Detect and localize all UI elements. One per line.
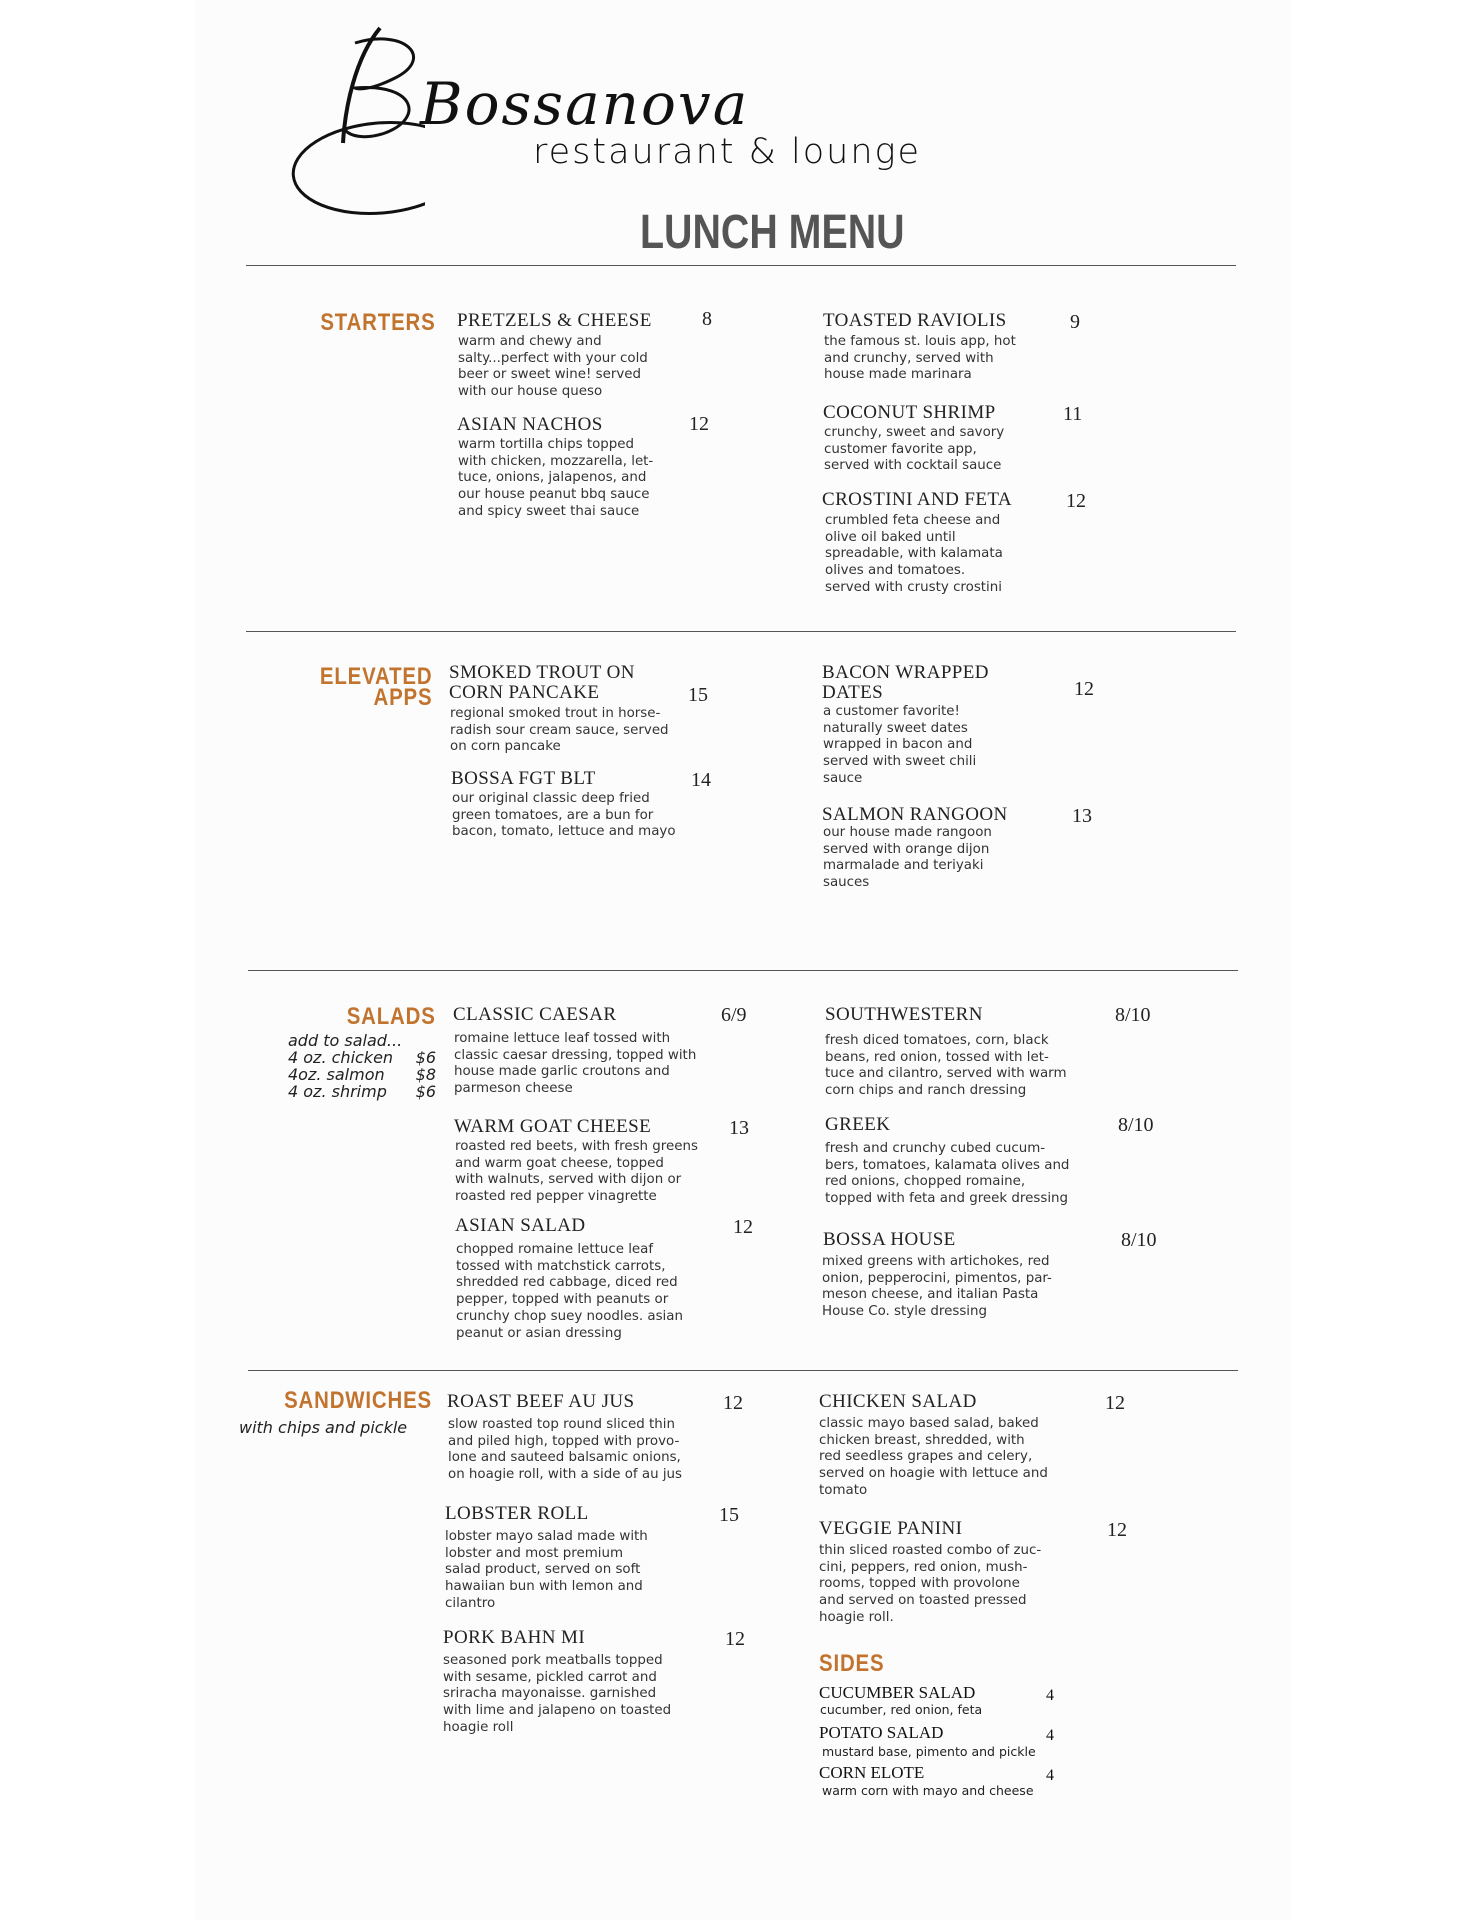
- item-name: VEGGIE PANINI: [819, 1518, 963, 1539]
- addon-title: add to salad...: [288, 1031, 403, 1050]
- item-description: warm and chewy and salty...perfect with your cold beer or sweet wine! served with our house queso: [458, 334, 648, 400]
- item-description: seasoned pork meatballs topped with sesame, pickled carrot and sriracha mayonaisse. garnished with lime and jalapeno on toasted hoagie roll: [443, 1653, 672, 1735]
- side-price: 4: [1046, 1727, 1054, 1744]
- item-price: 12: [1105, 1392, 1125, 1414]
- item-price: 9: [1070, 311, 1080, 333]
- addon-row: [288, 1049, 436, 1066]
- item-description: a customer favorite! naturally sweet dates wrapped in bacon and served with sweet chili sauce: [823, 704, 977, 786]
- side-description: cucumber, red onion, feta: [820, 1702, 983, 1717]
- item-price: 12: [1107, 1519, 1127, 1541]
- item-description: the famous st. louis app, hot and crunchy, served with house made marinara: [824, 334, 1016, 383]
- item-description: our house made rangoon served with orange dijon marmalade and teriyaki sauces: [823, 825, 992, 891]
- item-description: slow roasted top round sliced thin and piled high, topped with provo- lone and sauteed balsamic onions, on hoagie roll, with a side of au jus: [448, 1417, 683, 1483]
- item-name: COCONUT SHRIMP: [823, 402, 996, 423]
- divider: [248, 1370, 1238, 1371]
- item-name: [822, 663, 989, 703]
- item-description: crunchy, sweet and savory customer favorite app, served with cocktail sauce: [824, 425, 1005, 474]
- logo-subtitle: restaurant & lounge: [533, 132, 922, 172]
- item-name: WARM GOAT CHEESE: [454, 1116, 652, 1137]
- addon-row: [288, 1066, 436, 1083]
- section-sides-label: SIDES: [819, 1650, 885, 1677]
- item-description: classic mayo based salad, baked chicken breast, shredded, with red seedless grapes and celery, served on hoagie with lettuce and tomato: [819, 1416, 1048, 1498]
- divider: [248, 970, 1238, 971]
- item-name: ASIAN NACHOS: [457, 414, 603, 435]
- section-elevated-apps-label: [319, 663, 432, 711]
- side-price: 4: [1046, 1767, 1054, 1784]
- item-name: TOASTED RAVIOLIS: [823, 310, 1007, 331]
- item-price: 13: [729, 1117, 749, 1139]
- item-name-line: SMOKED TROUT ON: [449, 662, 635, 683]
- item-name: BOSSA HOUSE: [823, 1229, 956, 1250]
- logo-name: Bossanova: [420, 70, 750, 138]
- item-name: SOUTHWESTERN: [825, 1004, 983, 1025]
- item-description: warm tortilla chips topped with chicken, mozzarella, let- tuce, onions, jalapenos, and our house peanut bbq sauce and spicy sweet thai sauce: [458, 437, 654, 519]
- item-description: thin sliced roasted combo of zuc- cini, peppers, red onion, mush- rooms, topped with provolone and served on toasted pressed hoagie roll.: [819, 1543, 1042, 1625]
- item-description: crumbled feta cheese and olive oil baked until spreadable, with kalamata olives and tomatoes. served with crusty crostini: [825, 513, 1003, 595]
- item-description: lobster mayo salad made with lobster and most premium salad product, served on soft hawaiian bun with lemon and cilantro: [445, 1529, 648, 1611]
- divider: [246, 265, 1236, 266]
- addon-price: $8: [415, 1065, 436, 1084]
- item-name: CROSTINI AND FETA: [822, 489, 1013, 510]
- item-price: 8/10: [1118, 1114, 1154, 1136]
- page-title: LUNCH MENU: [640, 206, 905, 259]
- section-starters-label: STARTERS: [320, 309, 436, 336]
- addon-item: 4 oz. shrimp: [288, 1082, 387, 1101]
- addon-price: $6: [415, 1082, 436, 1101]
- item-name: ASIAN SALAD: [455, 1215, 586, 1236]
- item-name: PRETZELS & CHEESE: [457, 310, 652, 331]
- item-name: ROAST BEEF AU JUS: [447, 1391, 635, 1412]
- item-price: 8/10: [1121, 1229, 1157, 1251]
- side-name: POTATO SALAD: [819, 1723, 944, 1742]
- side-description: mustard base, pimento and pickle: [822, 1744, 1036, 1759]
- item-name: SALMON RANGOON: [822, 804, 1008, 825]
- item-description: mixed greens with artichokes, red onion, pepperocini, pimentos, par- meson cheese, and italian Pasta House Co. style dressing: [822, 1254, 1052, 1320]
- item-name-line: CORN PANCAKE: [449, 682, 600, 703]
- item-name: LOBSTER ROLL: [445, 1503, 589, 1524]
- item-price: 11: [1063, 403, 1083, 425]
- addon-row: [288, 1083, 436, 1100]
- side-name: CUCUMBER SALAD: [819, 1683, 976, 1702]
- item-name: PORK BAHN MI: [443, 1627, 586, 1648]
- divider: [246, 631, 1236, 632]
- item-name: GREEK: [825, 1114, 891, 1135]
- addon-item: 4 oz. chicken: [288, 1048, 394, 1067]
- logo-swirl-icon: [285, 18, 425, 218]
- item-price: 14: [691, 769, 711, 791]
- item-description: regional smoked trout in horse- radish sour cream sauce, served on corn pancake: [450, 706, 669, 755]
- item-price: 8/10: [1115, 1004, 1151, 1026]
- section-subtitle: with chips and pickle: [239, 1418, 408, 1437]
- item-description: fresh diced tomatoes, corn, black beans, red onion, tossed with let- tuce and cilantro, served with warm corn chips and ranch dressing: [825, 1033, 1067, 1099]
- item-price: 6/9: [721, 1004, 747, 1026]
- section-label-line: APPS: [373, 684, 432, 711]
- side-name: CORN ELOTE: [819, 1763, 925, 1782]
- item-price: 8: [702, 308, 712, 330]
- item-name-line: BACON WRAPPED: [822, 662, 989, 683]
- section-salads-label: SALADS: [347, 1003, 436, 1030]
- salad-addons: [288, 1032, 436, 1100]
- item-name: BOSSA FGT BLT: [451, 768, 596, 789]
- item-price: 12: [725, 1628, 745, 1650]
- item-price: 15: [719, 1504, 739, 1526]
- item-price: 12: [723, 1392, 743, 1414]
- item-description: chopped romaine lettuce leaf tossed with matchstick carrots, shredded red cabbage, diced red pepper, topped with peanuts or crunchy chop suey noodles. asian peanut or asian dressing: [456, 1242, 683, 1341]
- item-name: CHICKEN SALAD: [819, 1391, 977, 1412]
- item-description: roasted red beets, with fresh greens and warm goat cheese, topped with walnuts, served with dijon or roasted red pepper vinagrette: [455, 1139, 698, 1205]
- item-price: 12: [1066, 490, 1086, 512]
- item-price: 12: [689, 413, 709, 435]
- item-price: 13: [1072, 805, 1092, 827]
- item-price: 12: [1074, 678, 1094, 700]
- addon-price: $6: [415, 1048, 436, 1067]
- item-price: 12: [733, 1216, 753, 1238]
- item-name: CLASSIC CAESAR: [453, 1004, 617, 1025]
- item-description: fresh and crunchy cubed cucum- bers, tomatoes, kalamata olives and red onions, chopped romaine, topped with feta and greek dressing: [825, 1141, 1070, 1207]
- item-description: our original classic deep fried green tomatoes, are a bun for bacon, tomato, lettuce and mayo: [452, 791, 676, 840]
- addon-item: 4oz. salmon: [288, 1065, 385, 1084]
- item-price: 15: [688, 684, 708, 706]
- item-name-line: DATES: [822, 682, 884, 703]
- item-name: [449, 663, 635, 703]
- side-description: warm corn with mayo and cheese: [822, 1783, 1034, 1798]
- item-description: romaine lettuce leaf tossed with classic caesar dressing, topped with house made garlic croutons and parmeson cheese: [454, 1031, 697, 1097]
- section-label-line: ELEVATED: [319, 663, 432, 690]
- section-sandwiches-label: SANDWICHES: [284, 1387, 432, 1414]
- side-price: 4: [1046, 1687, 1054, 1704]
